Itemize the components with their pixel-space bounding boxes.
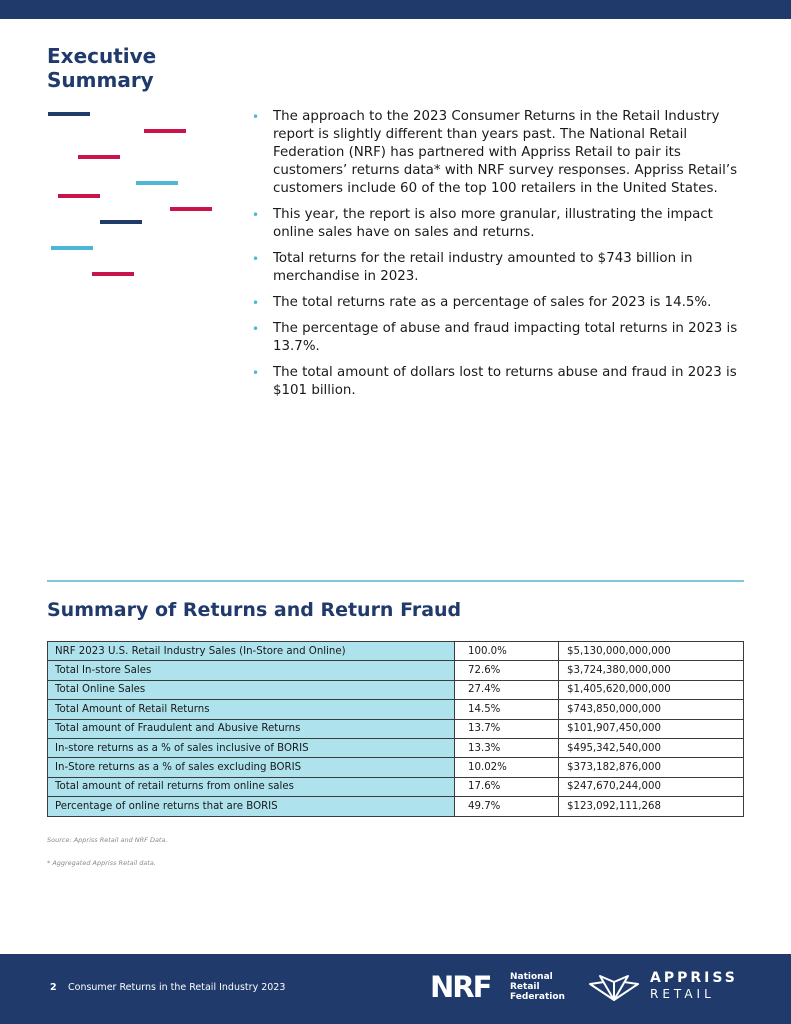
row-label: In-store returns as a % of sales inclusive of BORIS [48,738,455,757]
title-line-2: Summary [47,68,154,92]
row-label: Total amount of Fraudulent and Abusive Returns [48,719,455,738]
page-number: 2 [50,982,57,993]
bullet-dot-icon: • [252,110,260,124]
table-row [48,661,744,680]
nrf-logo [430,970,565,1004]
appriss-lotus-icon [586,968,642,1004]
top-header-bar [0,0,791,19]
dash-crimson-1 [144,129,186,133]
dash-crimson-3 [58,194,100,198]
row-percent: 14.5% [455,700,559,719]
summary-table-title: Summary of Returns and Return Fraud [47,599,462,621]
dash-navy-2 [100,220,142,224]
table-row [48,642,744,661]
row-percent: 100.0% [455,642,559,661]
table-row [48,797,744,816]
row-percent: 17.6% [455,777,559,796]
returns-summary-table [47,641,744,817]
appriss-subtitle: RETAIL [650,987,715,1001]
row-amount: $373,182,876,000 [559,758,744,777]
page-footer [0,954,791,1024]
row-amount: $743,850,000,000 [559,700,744,719]
row-amount: $1,405,620,000,000 [559,680,744,699]
dash-crimson-2 [78,155,120,159]
executive-summary-bullets [250,108,750,408]
bullet-dot-icon: • [252,296,260,310]
executive-summary-title [47,44,247,92]
table-row [48,700,744,719]
row-percent: 49.7% [455,797,559,816]
row-amount: $3,724,380,000,000 [559,661,744,680]
bullet-item: • The approach to the 2023 Consumer Returns in the Retail Industry report is slightly different than years past. The National Retail Federation (NRF) has partnered with Appriss Retail to pair its customers’ returns data* with NRF survey responses. Appriss Retail’s customers include 60 of the top 100 retailers in the United States. [252,109,738,196]
row-percent: 13.3% [455,738,559,757]
table-row [48,738,744,757]
dash-crimson-5 [92,272,134,276]
table-row [48,680,744,699]
nrf-logo-name: National Retail Federation [510,972,565,1002]
row-percent: 13.7% [455,719,559,738]
bullet-item: • The total amount of dollars lost to returns abuse and fraud in 2023 is $101 billion. [252,365,737,398]
row-amount: $123,092,111,268 [559,797,744,816]
bullet-item: • The total returns rate as a percentage of sales for 2023 is 14.5%. [252,295,712,310]
bullet-item: • This year, the report is also more granular, illustrating the impact online sales have on sales and returns. [252,207,713,240]
row-percent: 72.6% [455,661,559,680]
bullet-dot-icon: • [252,322,260,336]
row-label: Percentage of online returns that are BORIS [48,797,455,816]
row-label: Total Amount of Retail Returns [48,700,455,719]
row-label: NRF 2023 U.S. Retail Industry Sales (In-Store and Online) [48,642,455,661]
row-amount: $5,130,000,000,000 [559,642,744,661]
title-line-1: Executive [47,44,157,68]
footnote: * Aggregated Appriss Retail data. [47,859,156,867]
row-label: Total In-store Sales [48,661,455,680]
row-label: In-Store returns as a % of sales excluding BORIS [48,758,455,777]
row-label: Total amount of retail returns from online sales [48,777,455,796]
row-amount: $247,670,244,000 [559,777,744,796]
publication-title: Consumer Returns in the Retail Industry 2023 [68,982,286,993]
dash-crimson-4 [170,207,212,211]
appriss-name: APPRISS [650,970,738,986]
row-label: Total Online Sales [48,680,455,699]
appriss-retail-logo [586,968,756,1004]
bullet-dot-icon: • [252,208,260,222]
source-note: Source: Appriss Retail and NRF Data. [47,836,168,844]
nrf-logo-mark: NRF [430,970,491,1004]
bullet-item: • Total returns for the retail industry amounted to $743 billion in merchandise in 2023. [252,251,693,284]
dash-sky-2 [51,246,93,250]
bullet-dot-icon: • [252,366,260,380]
table-row [48,758,744,777]
row-percent: 10.02% [455,758,559,777]
row-percent: 27.4% [455,680,559,699]
bullet-dot-icon: • [252,252,260,266]
row-amount: $101,907,450,000 [559,719,744,738]
table-row [48,777,744,796]
dash-sky-1 [136,181,178,185]
row-amount: $495,342,540,000 [559,738,744,757]
bullet-item: • The percentage of abuse and fraud impacting total returns in 2023 is 13.7%. [252,321,738,354]
table-row [48,719,744,738]
section-divider [47,580,744,582]
dash-navy-1 [48,112,90,116]
